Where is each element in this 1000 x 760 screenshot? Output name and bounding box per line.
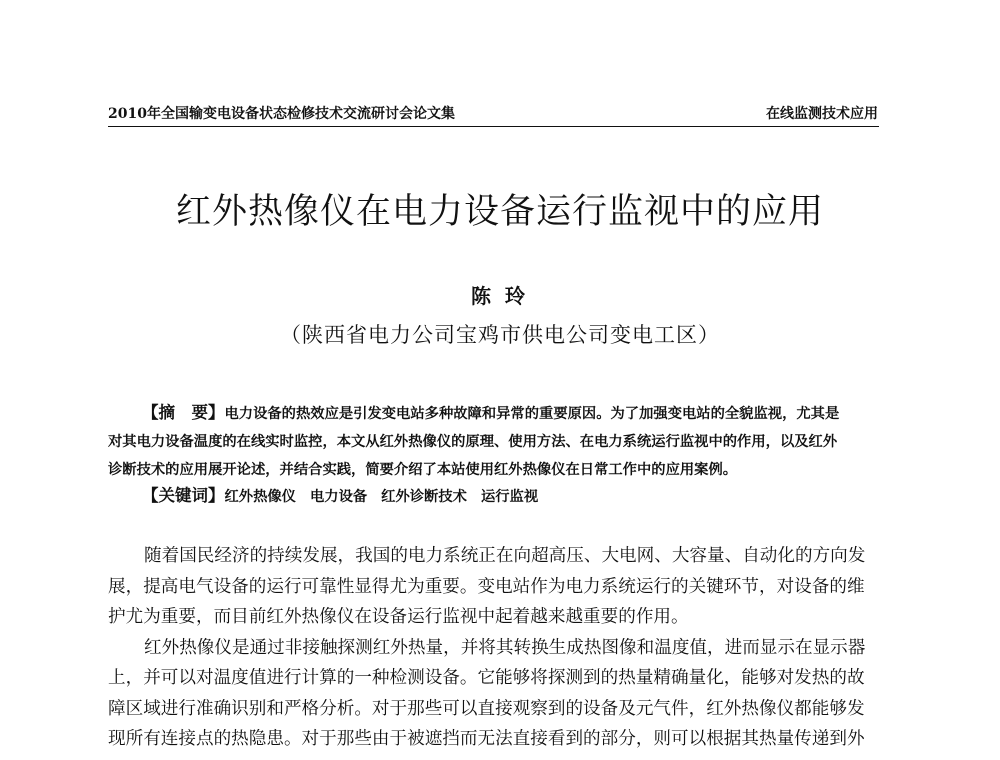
keywords-label: 【关键词】: [142, 486, 225, 505]
abstract-line-3: 诊断技术的应用展开论述，并结合实践，简要介绍了本站使用红外热像仪在日常工作中的应用案例。: [108, 462, 738, 478]
body-line: 障区域进行准确识别和严格分析。对于那些可以直接观察到的设备及元气件，红外热像仪都能够发: [108, 698, 865, 719]
abstract-label: 【摘 要】: [142, 403, 225, 422]
paper-title: 红外热像仪在电力设备运行监视中的应用: [175, 192, 824, 232]
keyword-item: 电力设备: [309, 489, 368, 505]
running-header: [108, 104, 878, 124]
header-rule: [108, 126, 879, 127]
body-line: 上，并可以对温度值进行计算的一种检测设备。它能够将探测到的热量精确量化，能够对发热的故: [108, 668, 865, 688]
body-line: 护尤为重要，而目前红外热像仪在设备运行监视中起着越来越重要的作用。: [108, 607, 689, 627]
author-name: 陈玲: [471, 284, 539, 308]
keyword-item: 红外热像仪: [224, 489, 296, 505]
body-line: 现所有连接点的热隐患。对于那些由于被遮挡而无法直接看到的部分，则可以根据其热量传递到外: [108, 729, 865, 749]
keywords: [142, 482, 552, 511]
abstract: [108, 399, 880, 484]
abstract-line-1: [108, 399, 880, 428]
proceedings-title: 2010年全国输变电设备状态检修技术交流研讨会论文集: [108, 106, 455, 122]
body-line: 红外热像仪是通过非接触探测红外热量，并将其转换生成热图像和温度值，进而显示在显示器: [144, 637, 866, 658]
keyword-item: 红外诊断技术: [381, 489, 467, 505]
body-line: 展，提高电气设备的运行可靠性显得尤为重要。变电站作为电力系统运行的关键环节，对设备的维: [108, 576, 865, 597]
author-affiliation: （陕西省电力公司宝鸡市供电公司变电工区）: [280, 323, 720, 347]
section-name: 在线监测技术应用: [766, 106, 878, 122]
body-text: [108, 541, 880, 755]
keyword-item: 运行监视: [480, 489, 539, 505]
body-line: 随着国民经济的持续发展，我国的电力系统正在向超高压、大电网、大容量、自动化的方向发: [144, 546, 866, 566]
abstract-text: 电力设备的热效应是引发变电站多种故障和异常的重要原因。为了加强变电站的全貌监视，尤其是: [224, 406, 840, 422]
abstract-line-2: 对其电力设备温度的在线实时监控，本文从红外热像仪的原理、使用方法、在电力系统运行监视中的作用，以及红外: [108, 434, 838, 450]
